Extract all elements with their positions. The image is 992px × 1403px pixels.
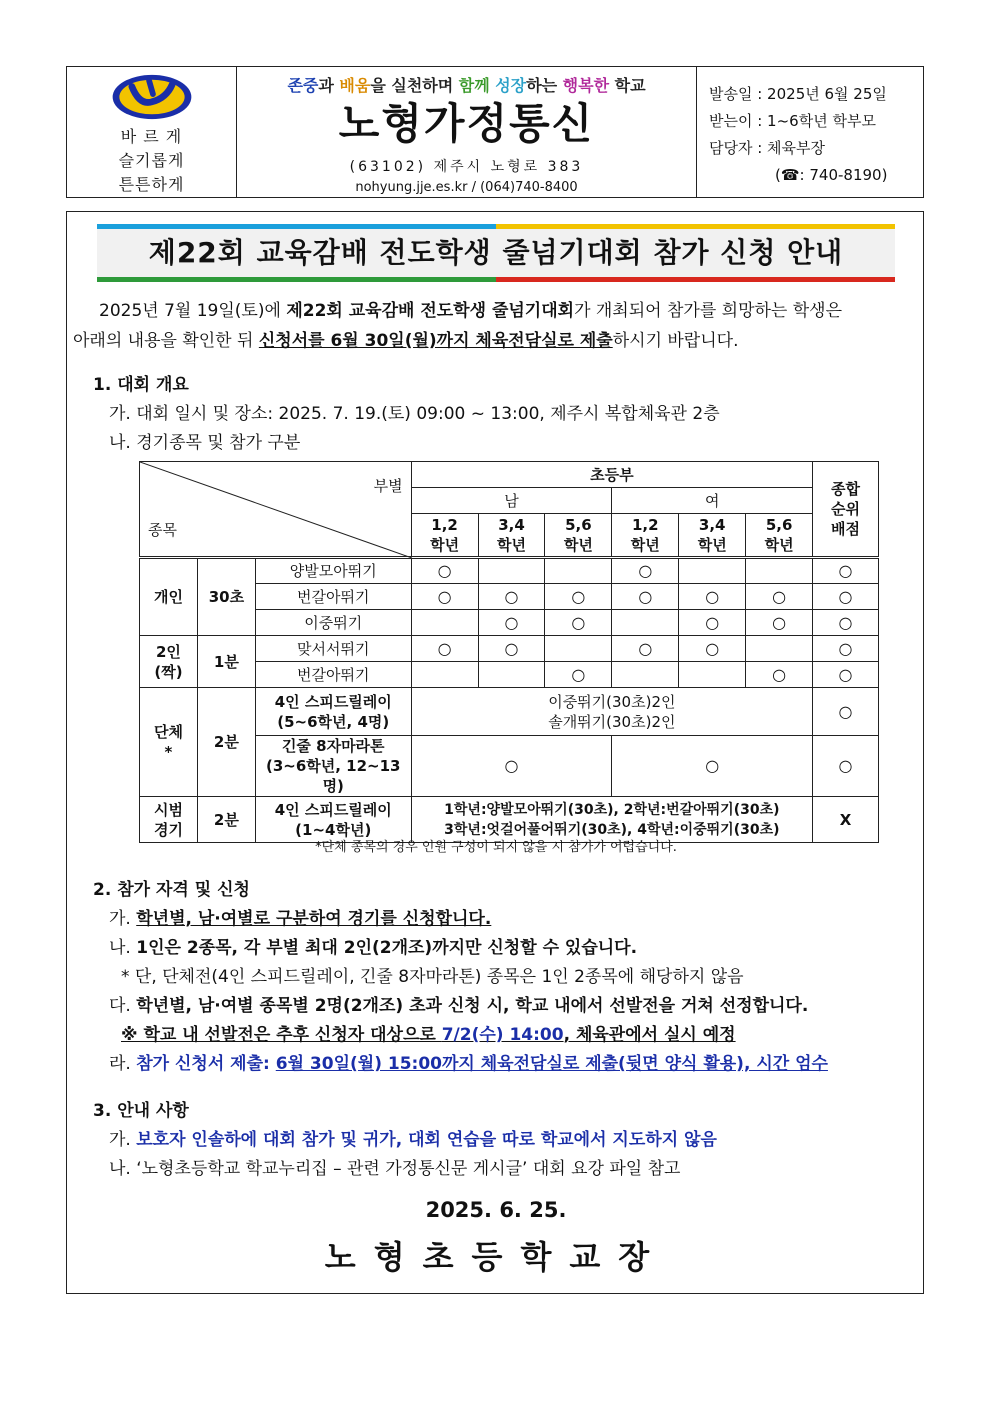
notice-title: 제22회 교육감배 전도학생 줄넘기대회 참가 신청 안내 [97, 229, 895, 277]
note-text: , 체육관에서 실시 예정 [563, 1025, 736, 1045]
school-address: (63102) 제주시 노형로 383 [349, 159, 584, 175]
mark-cell: ○ [746, 662, 813, 688]
table-row [140, 558, 879, 584]
mark-cell: ○ [411, 736, 612, 797]
mark-cell: ○ [746, 610, 813, 636]
mark-cell: ○ [813, 636, 879, 662]
table-corner-cell [140, 462, 412, 558]
group-cell: 개인 [140, 558, 198, 636]
mark-cell: ○ [545, 662, 612, 688]
empty-cell [612, 610, 679, 636]
item-prefix: 나. [109, 938, 137, 958]
slogan-word: 행복한 [562, 76, 610, 95]
item-prefix: 다. [109, 996, 137, 1016]
elementary-header: 초등부 [411, 462, 812, 488]
group-cell: 2인 (짝) [140, 636, 198, 688]
send-info [697, 67, 923, 197]
event-cell: 맞서서뛰기 [255, 636, 411, 662]
school-slogan [237, 73, 696, 96]
receiver: 받는이 : 1~6학년 학부모 [709, 112, 876, 130]
section-1-item-a: 가. 대회 일시 및 장소: 2025. 7. 19.(토) 09:00 ~ 13:00, 제주시 복합체육관 2층 [109, 404, 720, 424]
slogan-text: 을 실천하며 [370, 76, 459, 95]
empty-cell [478, 558, 545, 584]
item-prefix: 라. [109, 1054, 137, 1074]
mark-cell: ○ [813, 558, 879, 584]
grade-header: 3,4 학년 [679, 514, 746, 558]
intro-text: 하시기 바랍니다. [612, 331, 739, 351]
notice-title-bar [97, 224, 895, 282]
empty-cell [679, 662, 746, 688]
male-header: 남 [411, 488, 612, 514]
section-2-item-b-note: * 단, 단체전(4인 스피드릴레이, 긴줄 8자마라톤) 종목은 1인 2종목에 해당하지 않음 [121, 967, 744, 987]
motto-line: 슬기롭게 [118, 151, 185, 170]
intro-text: 가 개최되어 참가를 희망하는 학생은 [574, 301, 843, 321]
mark-cell: ○ [813, 610, 879, 636]
slogan-text: 과 [318, 76, 340, 95]
mark-cell: ○ [813, 662, 879, 688]
school-website: nohyung.jje.es.kr / (064)740-8400 [355, 180, 578, 195]
mark-cell: ○ [679, 636, 746, 662]
newsletter-title-area [237, 67, 697, 197]
empty-cell [746, 636, 813, 662]
empty-cell [478, 662, 545, 688]
mark-cell: ○ [612, 736, 813, 797]
principal-signature: 노형초등학교장 [324, 1238, 668, 1276]
mark-cell: ○ [478, 610, 545, 636]
slogan-text: 하는 [526, 76, 563, 95]
mark-cell: ○ [411, 584, 478, 610]
intro-deadline: 신청서를 6월 30일(월)까지 체육전담실로 제출 [258, 331, 613, 351]
grade-header: 3,4 학년 [478, 514, 545, 558]
event-cell: 번갈아뛰기 [255, 662, 411, 688]
notice-body [66, 211, 924, 1294]
group-cell: 단체 * [140, 688, 198, 797]
empty-cell [679, 558, 746, 584]
mark-cell: ○ [545, 610, 612, 636]
stripe-segment [496, 277, 895, 282]
note-text: ※ 학교 내 선발전은 추후 신청자 대상으로 [121, 1025, 442, 1045]
section-1-title: 1. 대회 개요 [93, 375, 189, 395]
event-description: 1학년:양발모아뛰기(30초), 2학년:번갈아뛰기(30초) 3학년:엇걸어풀어뛰기(30초), 4학년:이중뛰기(30초) [411, 797, 812, 843]
table-row [140, 688, 879, 736]
section-3-title: 3. 안내 사항 [93, 1101, 189, 1121]
slogan-word: 존중 [287, 76, 319, 95]
section-2-item-b [73, 934, 919, 963]
section-3-item-a [73, 1126, 919, 1155]
overall-score-header: 종합 순위 배점 [813, 462, 879, 558]
section-2-item-d [73, 1050, 919, 1079]
manager: 담당자 : 체육부장 [709, 139, 826, 157]
event-cell: 이중뛰기 [255, 610, 411, 636]
grade-header: 1,2 학년 [411, 514, 478, 558]
event-cell: 긴줄 8자마라톤 (3~6학년, 12~13명) [255, 736, 411, 797]
empty-cell [612, 662, 679, 688]
notice-content [73, 296, 919, 458]
item-prefix: 가. [109, 909, 137, 929]
mark-cell: ○ [813, 736, 879, 797]
mark-cell: ○ [545, 584, 612, 610]
section-2-item-c [73, 992, 919, 1021]
section-2-item-c-note [73, 1021, 919, 1050]
slogan-word: 함께 [458, 76, 490, 95]
issue-date: 2025. 6. 25. [425, 1198, 567, 1222]
mark-cell: ○ [612, 584, 679, 610]
grade-header: 5,6 학년 [545, 514, 612, 558]
grade-header: 5,6 학년 [746, 514, 813, 558]
mark-cell: ○ [411, 636, 478, 662]
item-text: 6월 30일(월) 15:00까지 체육전담실로 제출(뒷면 양식 활용), 시간 엄수 [275, 1054, 828, 1074]
empty-cell [545, 636, 612, 662]
mark-cell: ○ [612, 636, 679, 662]
intro-text: 2025년 7월 19일(토)에 [99, 301, 287, 321]
slogan-text: 학교 [609, 76, 646, 95]
school-logo-icon [109, 73, 195, 121]
newsletter-title: 노형가정통신 [338, 99, 595, 148]
motto-line: 튼튼하게 [118, 175, 185, 194]
mark-cell: ○ [478, 584, 545, 610]
time-cell: 1분 [197, 636, 255, 688]
item-text: 1인은 2종목, 각 부별 최대 2인(2개조)까지만 신청할 수 있습니다. [136, 938, 638, 958]
item-text: 보호자 인솔하에 대회 참가 및 귀가, 대회 연습을 따로 학교에서 지도하지 않음 [136, 1130, 717, 1150]
division-label: 부별 [373, 477, 403, 495]
school-motto [119, 125, 185, 197]
event-description: 이중뛰기(30초)2인 솔개뛰기(30초)2인 [411, 688, 812, 736]
stripe-segment [97, 277, 496, 282]
event-cell: 양발모아뛰기 [255, 558, 411, 584]
mark-cell: ○ [813, 688, 879, 736]
time-cell: 30초 [197, 558, 255, 636]
slogan-word: 배움 [339, 76, 371, 95]
intro-event-name: 제22회 교육감배 전도학생 줄넘기대회 [286, 301, 575, 321]
diagonal-line [140, 462, 412, 558]
grade-header: 1,2 학년 [612, 514, 679, 558]
contact-phone: (☎: 740-8190) [775, 166, 888, 184]
female-header: 여 [612, 488, 813, 514]
mark-cell: ○ [679, 610, 746, 636]
x-mark-cell: X [813, 797, 879, 843]
group-cell: 시범 경기 [140, 797, 198, 843]
intro-line [73, 296, 919, 326]
motto-line: 바 르 게 [120, 127, 183, 146]
newsletter-header [66, 66, 924, 198]
send-date: 발송일 : 2025년 6월 25일 [709, 85, 887, 103]
intro-text: 아래의 내용을 확인한 뒤 [73, 331, 259, 351]
intro-line [73, 326, 919, 356]
empty-cell [411, 662, 478, 688]
event-label: 종목 [148, 521, 177, 539]
item-text: 참가 신청서 제출: [136, 1054, 276, 1074]
mark-cell: ○ [746, 584, 813, 610]
time-cell: 2분 [197, 688, 255, 797]
item-text: 학년별, 남·여별 종목별 2명(2개조) 초과 신청 시, 학교 내에서 선발전을 거쳐 선정합니다. [136, 996, 809, 1016]
school-emblem-area [67, 67, 237, 197]
notice-content-lower [73, 876, 919, 1184]
empty-cell [411, 610, 478, 636]
section-3-item-b: 나. ‘노형초등학교 학교누리집 – 관련 가정통신문 게시글’ 대회 요강 파일 참고 [109, 1159, 681, 1179]
section-1-item-b: 나. 경기종목 및 참가 구분 [109, 433, 301, 453]
slogan-word: 성장 [495, 76, 527, 95]
section-2-title: 2. 참가 자격 및 신청 [93, 880, 250, 900]
event-cell: 4인 스피드릴레이 (1~4학년) [255, 797, 411, 843]
title-bottom-stripe [97, 277, 895, 282]
event-cell: 번갈아뛰기 [255, 584, 411, 610]
item-text: 학년별, 남·여별로 구분하여 경기를 신청합니다. [136, 909, 492, 929]
mark-cell: ○ [411, 558, 478, 584]
mark-cell: ○ [478, 636, 545, 662]
item-prefix: 가. [109, 1130, 137, 1150]
table-row [140, 636, 879, 662]
section-2-item-a [73, 905, 919, 934]
time-cell: 2분 [197, 797, 255, 843]
table-header-row [140, 462, 879, 488]
event-cell: 4인 스피드릴레이 (5~6학년, 4명) [255, 688, 411, 736]
empty-cell [746, 558, 813, 584]
event-table [139, 461, 879, 843]
note-time: 7/2(수) 14:00 [441, 1025, 564, 1045]
mark-cell: ○ [612, 558, 679, 584]
table-footnote: *단체 종목의 경우 인원 구성이 되지 않을 시 참가가 어렵습니다. [315, 840, 677, 855]
mark-cell: ○ [813, 584, 879, 610]
empty-cell [545, 558, 612, 584]
mark-cell: ○ [679, 584, 746, 610]
